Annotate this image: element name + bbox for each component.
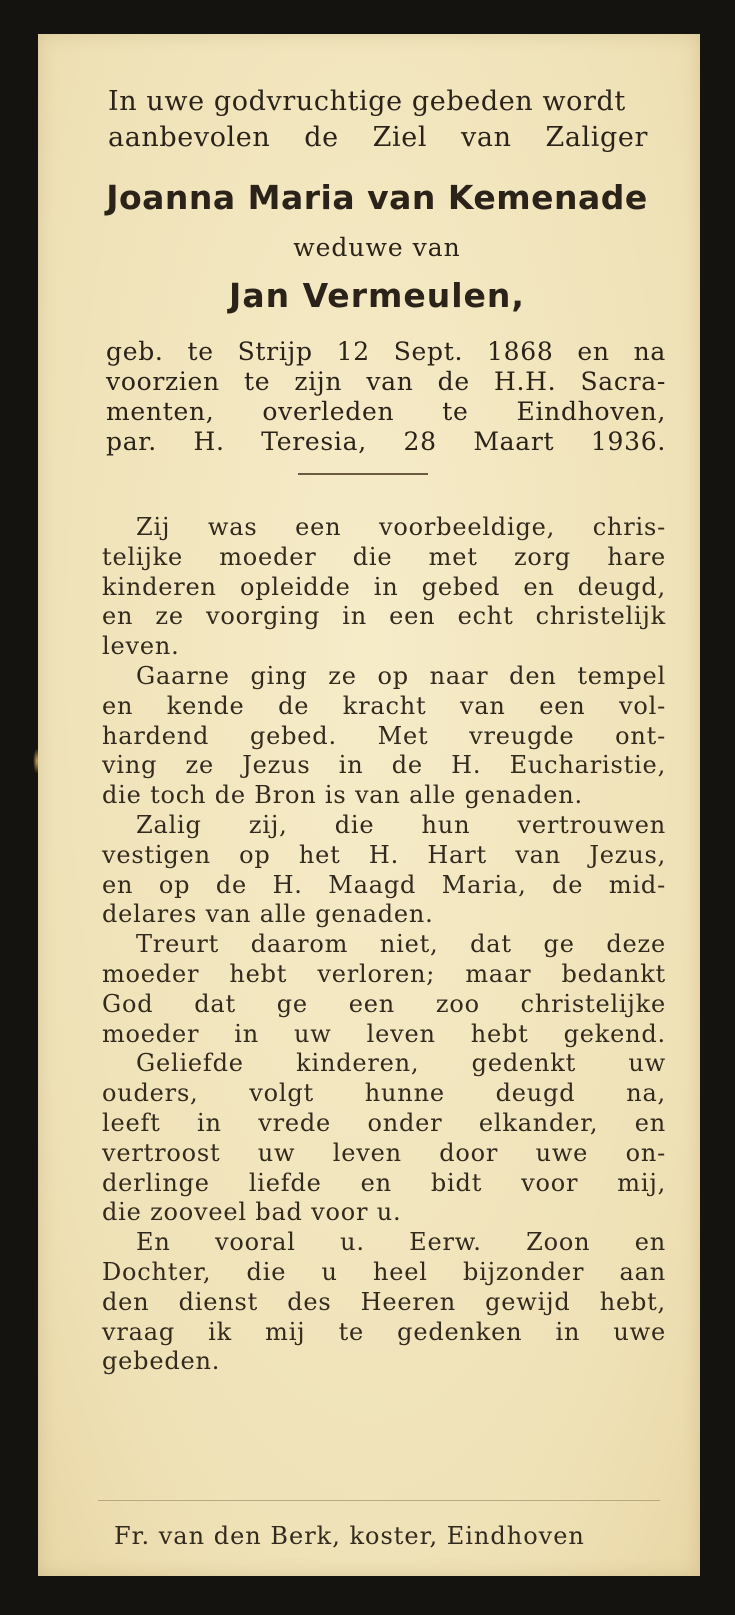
text-line: kinderen opleidde in gebed en deugd, [102, 572, 666, 601]
text-line: die toch de Bron is van alle genaden. [102, 781, 583, 810]
husband-name: Jan Vermeulen, [229, 276, 525, 315]
text-line: en op de H. Maagd Maria, de mid- [102, 870, 666, 899]
text-line: Geliefde kinderen, gedenkt uw [136, 1049, 666, 1078]
text-line: ving ze Jezus in de H. Eucharistie, [102, 751, 666, 780]
text-line: telijke moeder die met zorg hare [102, 542, 666, 571]
intro-word-de: de [304, 122, 339, 153]
text-line: Zij was een voorbeeldige, chris- [136, 513, 666, 541]
text-line: derlinge liefde en bidt voor mij, [102, 1168, 666, 1197]
intro-word-zaliger: Zaliger [545, 122, 648, 153]
text-line: Treurt daarom niet, dat ge deze [136, 930, 666, 959]
text-line: moeder hebt verloren; maar bedankt [102, 959, 666, 988]
intro-word-aanbevolen: aanbevolen [108, 122, 271, 153]
text-line: vraag ik mij te gedenken in uwe [102, 1317, 666, 1346]
printer-credit: Fr. van den Berk, koster, Eindhoven [114, 1522, 585, 1550]
text-line: Dochter, die u heel bijzonder aan [102, 1257, 666, 1286]
text-line: den dienst des Heeren gewijd hebt, [102, 1287, 666, 1316]
text-line: ouders, volgt hunne deugd na, [102, 1079, 666, 1108]
intro-word-van: van [461, 122, 512, 153]
intro-word-ziel: Ziel [372, 122, 428, 153]
text-line: vestigen op het H. Hart van Jezus, [102, 840, 666, 869]
intro-text [108, 84, 666, 156]
text-line: leven. [102, 632, 180, 661]
intro-line-2 [108, 120, 666, 156]
text-line: delares van alle genaden. [102, 900, 434, 929]
text-line: En vooral u. Eerw. Zoon en [136, 1228, 666, 1257]
text-line: Zalig zij, die hun vertrouwen [136, 810, 666, 839]
dates-line: geb. te Strijp 12 Sept. 1868 en na [106, 337, 666, 366]
footer-rule [98, 1500, 660, 1501]
intro-line-1: In uwe godvruchtige gebeden wordt [108, 86, 626, 117]
text-line: vertroost uw leven door uwe on- [102, 1138, 666, 1167]
dates-line: voorzien te zijn van de H.H. Sacra- [106, 367, 666, 396]
text-line: en kende de kracht van een vol- [102, 691, 666, 720]
text-line: gebeden. [102, 1347, 221, 1376]
dates-line: menten, overleden te Eindhoven, [106, 397, 666, 426]
text-line: God dat ge een zoo christelijke [102, 989, 666, 1018]
text-line: moeder in uw leven hebt gekend. [102, 1019, 666, 1048]
text-line: leeft in vrede onder elkander, en [102, 1108, 666, 1137]
widow-of-label: weduwe van [293, 233, 461, 262]
memorial-text [102, 513, 666, 1377]
dates-line: par. H. Teresia, 28 Maart 1936. [106, 427, 666, 456]
memorial-card [38, 34, 700, 1576]
life-dates [106, 337, 666, 457]
divider-rule [298, 473, 428, 475]
text-line: hardend gebed. Met vreugde ont- [102, 721, 666, 750]
text-line: die zooveel bad voor u. [102, 1198, 402, 1227]
deceased-name: Joanna Maria van Kemenade [106, 178, 648, 217]
text-line: Gaarne ging ze op naar den tempel [136, 661, 666, 690]
text-line: en ze voorging in een echt christelijk [102, 602, 666, 631]
